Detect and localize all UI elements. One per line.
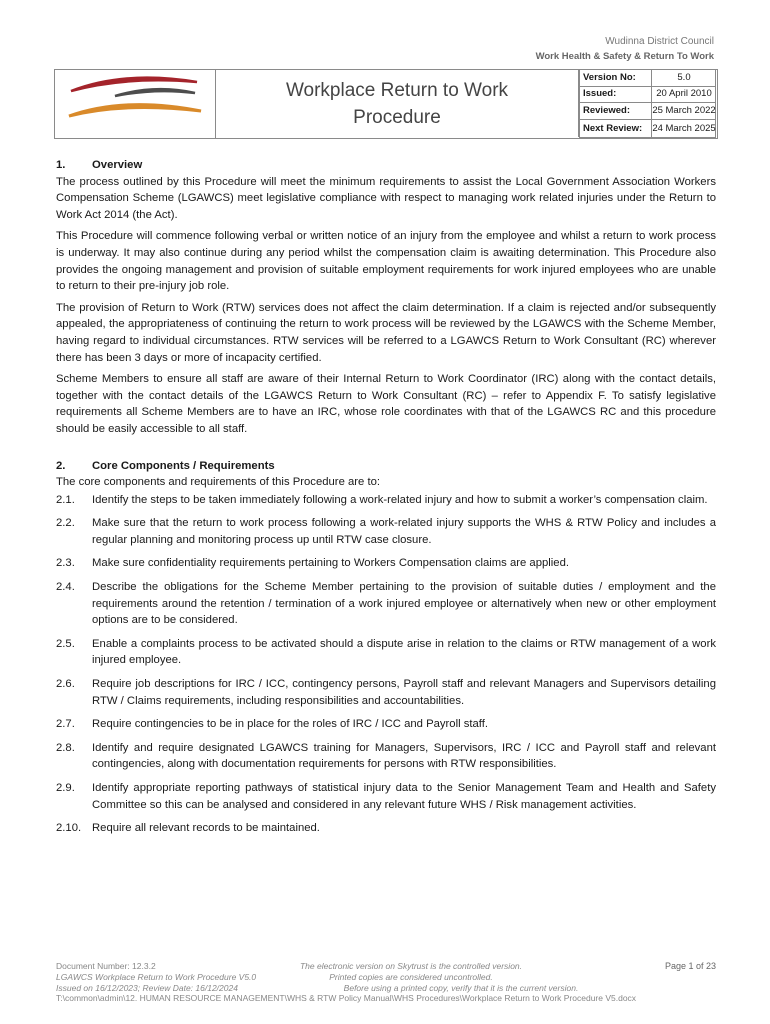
- section-2-intro: The core components and requirements of this Procedure are to:: [56, 476, 381, 489]
- list-item: [56, 740, 716, 773]
- list-item-number: 2.9.: [56, 782, 75, 794]
- list-item-number: 2.4.: [56, 581, 75, 594]
- section-2-number: 2.: [56, 459, 66, 472]
- list-item-number: 2.6.: [56, 678, 75, 691]
- section-1-title: Overview: [92, 159, 143, 171]
- section-2-title: Core Components / Requirements: [92, 459, 275, 472]
- organisation-name: Wudinna District Council: [605, 36, 714, 47]
- overview-paragraph-2: This Procedure will commence following verbal or written notice of an injury from the employee and whilst a return to work process is underway. It may also continue during any period whilst the compensation claim is awaiting determination. This Procedure also provides the ongoing management and provision of suitable employment requirements for work injured employees who are unable to return to their pre-injury job role.: [56, 230, 716, 293]
- section-2-heading: [56, 458, 716, 475]
- list-item: [56, 820, 716, 837]
- section-1-heading: [56, 157, 716, 174]
- department-name: Work Health & Safety & Return To Work: [535, 51, 714, 62]
- logo-orange-swoosh: [69, 105, 201, 116]
- list-item-text: Identify the steps to be taken immediately following a work-related injury and how to submit a worker’s compensation claim.: [92, 493, 708, 506]
- council-logo: [55, 70, 216, 138]
- list-item-text: Require job descriptions for IRC / ICC, contingency persons, Payroll staff and relevant Managers and Supervisors detailing RTW / Claims requirements, including responsibilities and accountabilities.: [92, 678, 716, 707]
- overview-paragraph-1: The process outlined by this Procedure will meet the minimum requirements to assist the Local Government Association Workers Compensation Scheme (LGAWCS) meet legislative compliance with respect to managing work related injuries under the Return to Work Act 2014 (the Act).: [56, 175, 716, 221]
- document-body: [56, 157, 716, 844]
- list-item-text: Identify appropriate reporting pathways of statistical injury data to the Senior Management Team and Health and Safety Committee so this can be analysed and considered in any relevant future WHS / Risk management activities.: [92, 782, 716, 811]
- list-item: [56, 780, 716, 813]
- meta-label-next-review: Next Review:: [583, 123, 643, 134]
- list-item-text: Identify and require designated LGAWCS training for Managers, Supervisors, IRC / ICC and Payroll staff and relevant contingencies, along with documentation requirements for persons with RTW responsibilities.: [92, 741, 716, 771]
- list-item: [56, 579, 716, 629]
- footer-doc-title: LGAWCS Workplace Return to Work Procedure V5.0: [56, 971, 257, 982]
- list-item-text: Make sure confidentiality requirements pertaining to Workers Compensation claims are applied.: [92, 557, 570, 570]
- page-footer: [56, 961, 716, 1004]
- list-item: [56, 492, 716, 509]
- section-1-number: 1.: [56, 159, 66, 171]
- meta-value-version: 5.0: [677, 72, 691, 83]
- list-item-number: 2.3.: [56, 557, 75, 570]
- list-item: [56, 676, 716, 709]
- meta-row-reviewed: [578, 103, 716, 120]
- meta-row-issued: [578, 86, 716, 103]
- page-header: [536, 34, 714, 64]
- title-line-2: Procedure: [353, 107, 441, 128]
- meta-row-version: [578, 69, 716, 87]
- title-line-1: Workplace Return to Work: [285, 80, 509, 101]
- meta-value-reviewed: 25 March 2022: [652, 105, 716, 116]
- footer-uncontrolled-note: Printed copies are considered uncontrolled.: [329, 971, 493, 982]
- meta-label-version: Version No:: [583, 72, 636, 83]
- list-item-number: 2.10.: [56, 822, 82, 835]
- list-item-text: Require all relevant records to be maintained.: [92, 822, 320, 835]
- footer-verify-note: Before using a printed copy, verify that it is the current version.: [343, 982, 579, 993]
- list-item: [56, 636, 716, 669]
- list-item-text: Describe the obligations for the Scheme Member pertaining to the provision of suitable duties / employment and the requirements around the retention / termination of a work injured employee or alternatively when new or other employment options are to be considered.: [92, 581, 716, 627]
- footer-file-path: T:\common\admin\12. HUMAN RESOURCE MANAGEMENT\WHS & RTW Policy Manual\WHS Procedures\Workplace Return to Work Procedure V5.docx: [56, 993, 637, 1004]
- overview-paragraph-3: The provision of Return to Work (RTW) services does not affect the claim determination. If a claim is rejected and/or subsequently appealed, the appropriateness of continuing the return to work process will be reviewed by the LGAWCS with the Scheme Member, having regard to individual circumstances. RTW services will be referred to a LGAWCS Return to Work Consultant (RC) wherever there has been 3 days or more of incapacity certified.: [56, 301, 716, 364]
- list-item-text: Make sure that the return to work process following a work-related injury supports the WHS & RTW Policy and includes a regular planning and monitoring process up until RTW case closure.: [92, 517, 716, 546]
- council-logo-swoosh: [55, 70, 215, 138]
- list-item-number: 2.7.: [56, 718, 75, 731]
- list-item-number: 2.8.: [56, 741, 75, 754]
- list-item-number: 2.2.: [56, 517, 75, 530]
- footer-controlled-note: The electronic version on Skytrust is the controlled version.: [299, 961, 523, 971]
- footer-page-number: Page 1 of 23: [664, 961, 716, 971]
- list-item: [56, 716, 716, 733]
- list-item-number: 2.5.: [56, 637, 75, 650]
- list-item-text: Enable a complaints process to be activated should a dispute arise in relation to the claims or RTW management of a work injured employee.: [92, 637, 716, 667]
- version-table-grid: [578, 69, 716, 137]
- logo-grey-swoosh: [115, 89, 195, 96]
- list-item: [56, 555, 716, 572]
- meta-value-next-review: 24 March 2025: [652, 123, 716, 134]
- meta-label-issued: Issued:: [583, 88, 617, 99]
- footer-doc-number: Document Number: 12.3.2: [56, 961, 156, 971]
- footer-issued: Issued on 16/12/2023; Review Date: 16/12/2024: [56, 982, 238, 993]
- list-item: [56, 515, 716, 548]
- meta-row-next-review: [578, 120, 716, 137]
- list-item-text: Require contingencies to be in place for the roles of IRC / ICC and Payroll staff.: [92, 718, 489, 731]
- overview-paragraph-4: Scheme Members to ensure all staff are aware of their Internal Return to Work Coordinator (IRC) along with the contact details, together with the contact details of the LGAWCS Return to Work Consultant (RC) – refer to Appendix F. To satisfy legislative requirements all Scheme Members are to have an IRC, whose role coordinates with that of the LGAWCS RC and this procedure should be easily accessible to all staff.: [56, 373, 716, 435]
- list-item-number: 2.1.: [56, 493, 75, 506]
- document-title: [215, 70, 580, 138]
- meta-label-reviewed: Reviewed:: [583, 105, 630, 116]
- meta-value-issued: 20 April 2010: [656, 88, 712, 99]
